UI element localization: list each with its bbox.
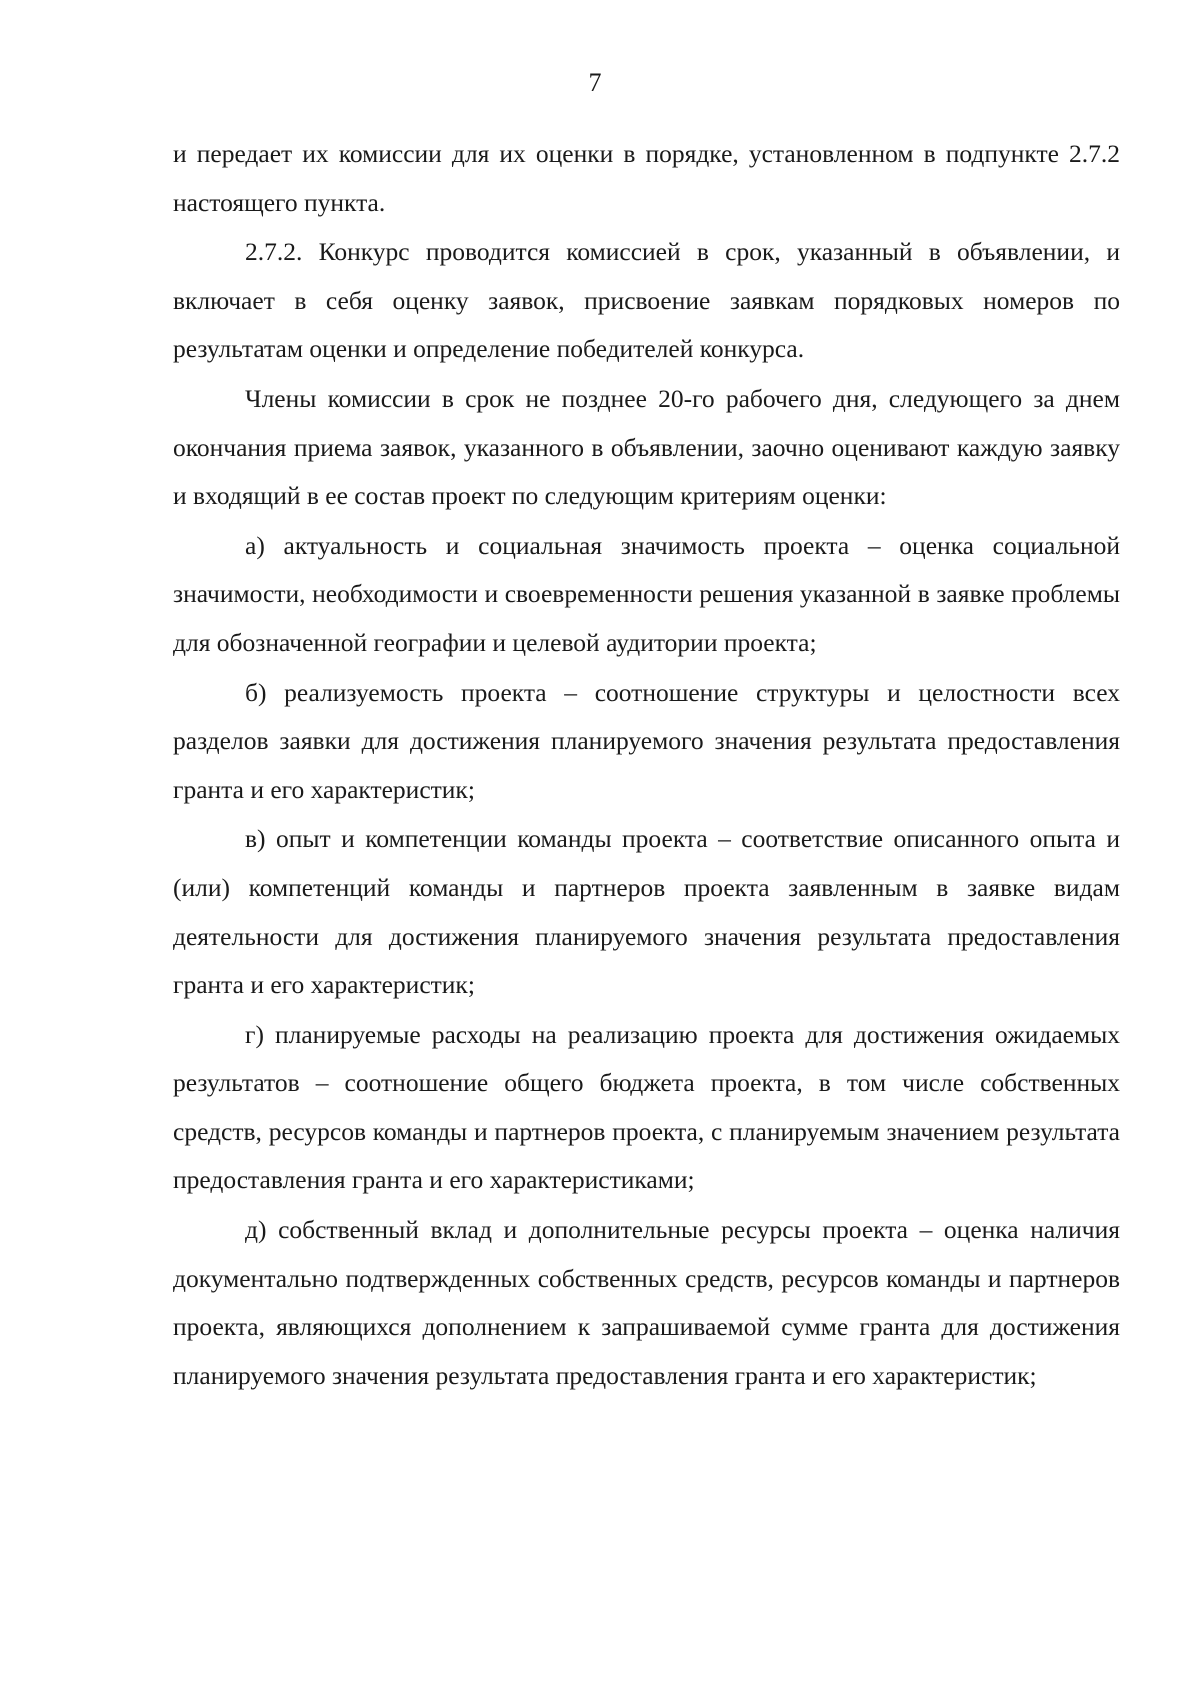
criterion-d: д) собственный вклад и дополнительные ресурсы проекта – оценка наличия документально подтвержденных собственных средств, ресурсов команды и партнеров проекта, являющихся дополнением к запрашиваемой сумме гранта для достижения планируемого значения результата предоставления гранта и его характеристик; [173, 1215, 1120, 1390]
criterion-a: а) актуальность и социальная значимость проекта – оценка социальной значимости, необходимости и своевременности решения указанной в заявке проблемы для обозначенной географии и целевой аудитории проекта; [173, 530, 1120, 657]
paragraph-continuation: и передает их комиссии для их оценки в порядке, установленном в подпункте 2.7.2 настоящего пункта. [173, 139, 1120, 217]
page-number: 7 [588, 68, 602, 97]
paragraph-2-7-2: 2.7.2. Конкурс проводится комиссией в срок, указанный в объявлении, и включает в себя оценку заявок, присвоение заявкам порядковых номеров по результатам оценки и определение победителей конкурса. [173, 237, 1120, 364]
document-body [173, 130, 1120, 1401]
criterion-v: в) опыт и компетенции команды проекта – соответствие описанного опыта и (или) компетенций команды и партнеров проекта заявленным в заявке видам деятельности для достижения планируемого значения результата предоставления гранта и его характеристик; [173, 824, 1120, 1000]
paragraph-commission-members: Члены комиссии в срок не позднее 20-го рабочего дня, следующего за днем окончания приема заявок, указанного в объявлении, заочно оценивают каждую заявку и входящий в ее состав проект по следующим критериям оценки: [173, 383, 1120, 511]
criterion-b: б) реализуемость проекта – соотношение структуры и целостности всех разделов заявки для достижения планируемого значения результата предоставления гранта и его характеристик; [173, 677, 1120, 804]
criterion-g: г) планируемые расходы на реализацию проекта для достижения ожидаемых результатов – соотношение общего бюджета проекта, в том числе собственных средств, ресурсов команды и партнеров проекта, с планируемым значением результата предоставления гранта и его характеристиками; [173, 1019, 1120, 1195]
